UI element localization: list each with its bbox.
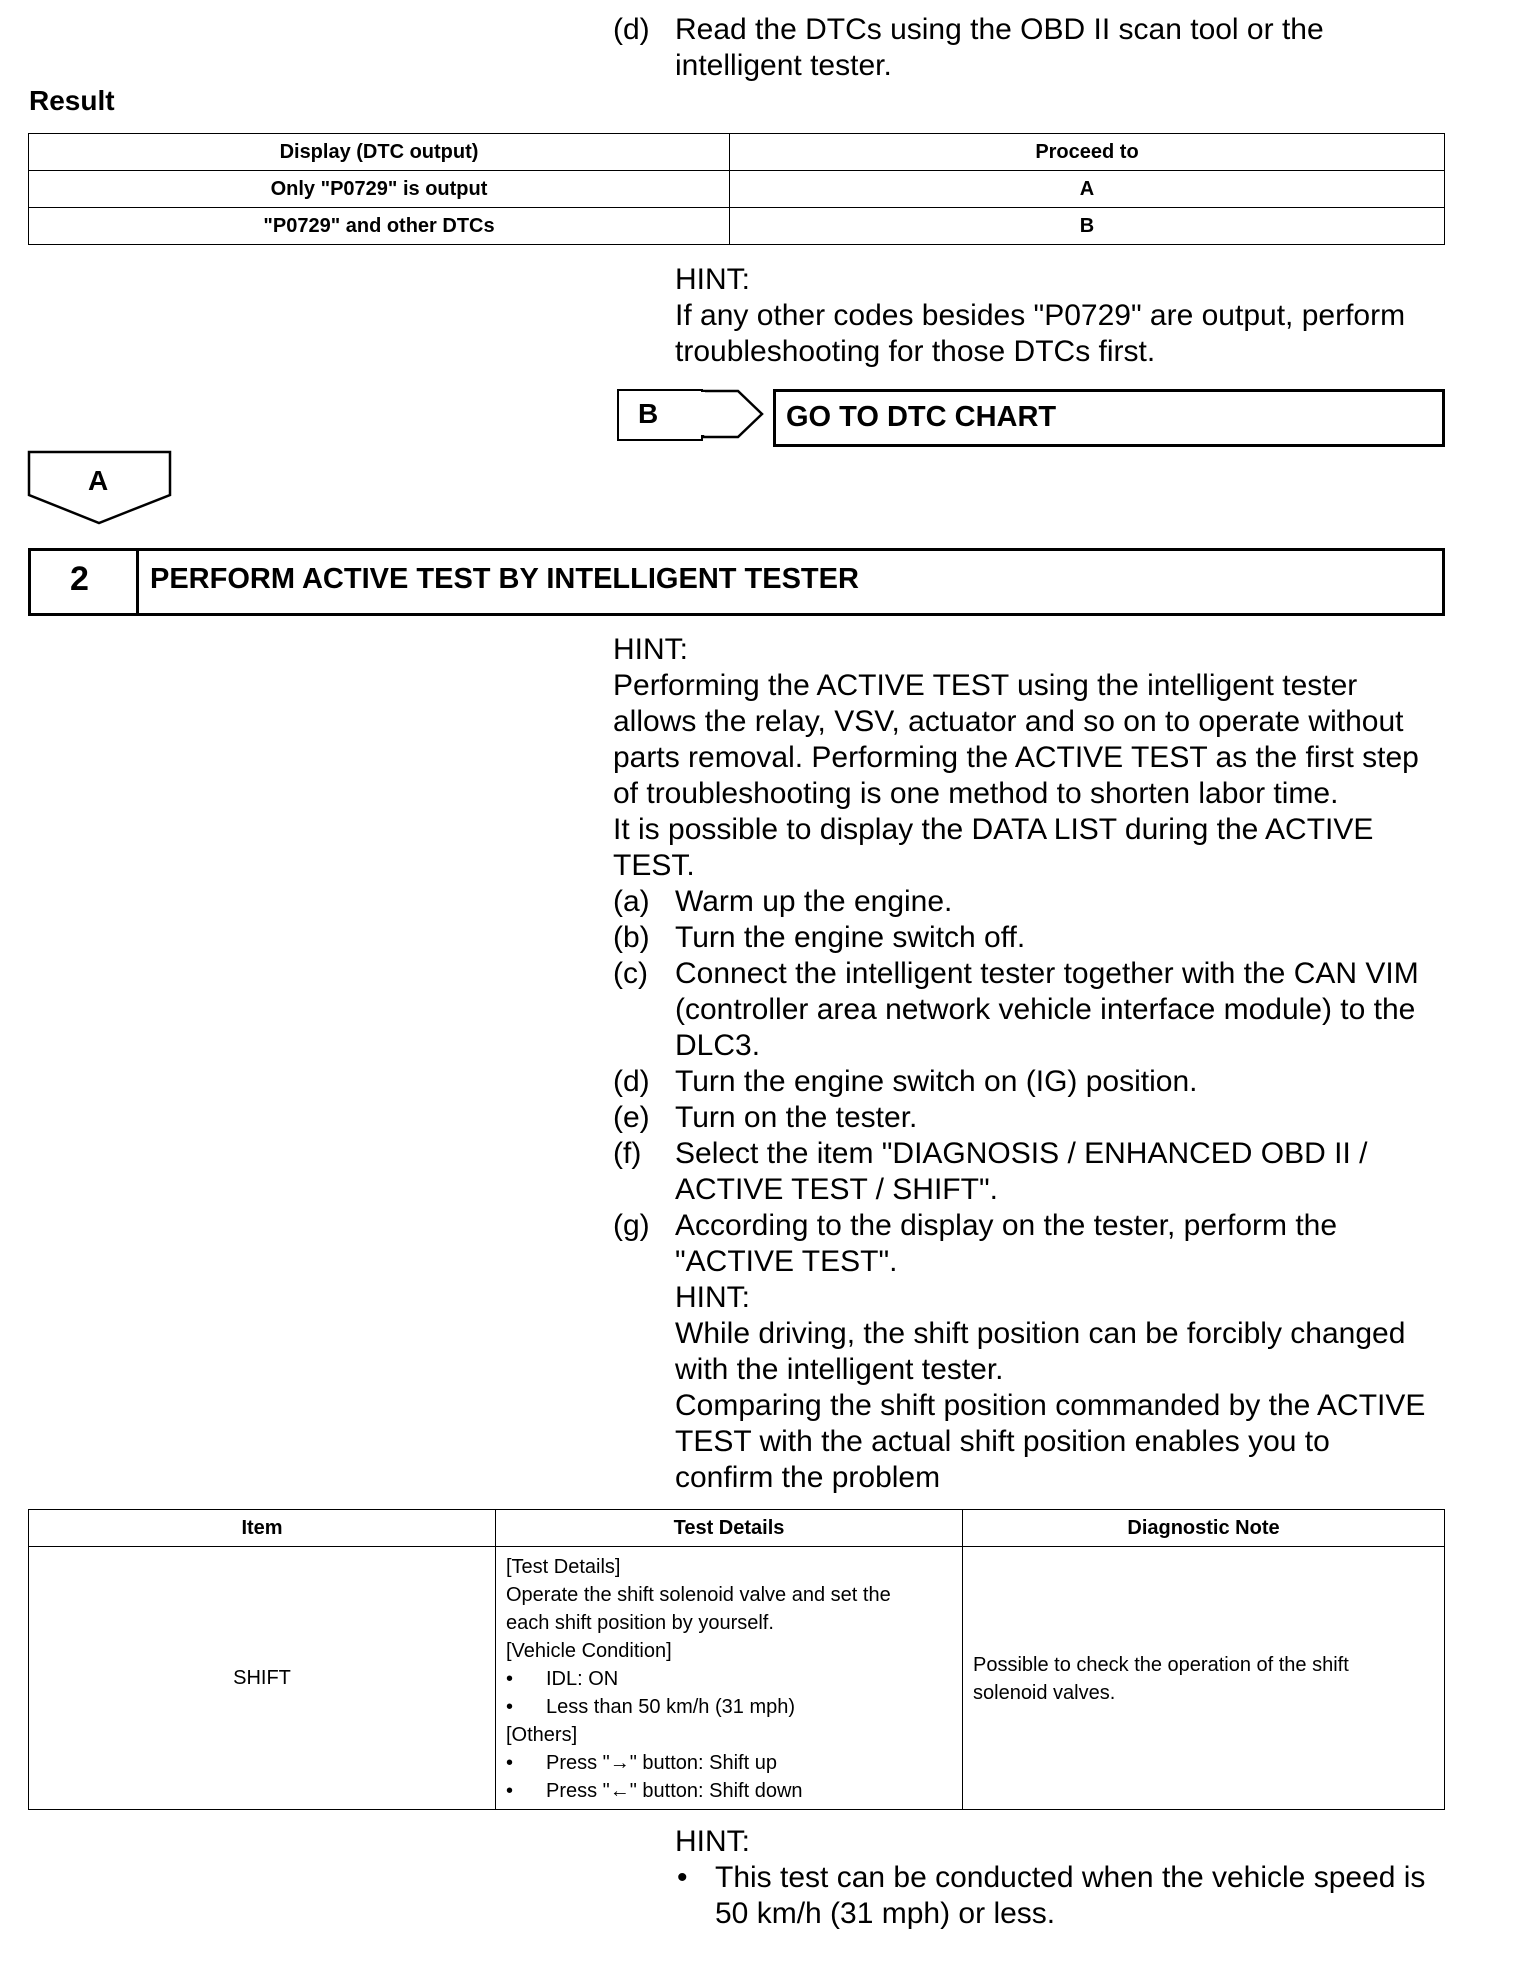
- step-text: (controller area network vehicle interface module) to the: [675, 993, 1416, 1026]
- section-divider: [136, 548, 139, 616]
- details-bullet-item: • Press "←" button: Shift down: [506, 1777, 952, 1805]
- step-text: DLC3.: [675, 1029, 761, 1062]
- details-line: [Test Details]: [506, 1556, 621, 1578]
- step-label: (c): [613, 957, 648, 990]
- step-label: (f): [613, 1137, 642, 1170]
- table-cell: "P0729" and other DTCs: [29, 208, 730, 245]
- table-cell-item: SHIFT: [29, 1547, 496, 1810]
- note-line: solenoid valves.: [973, 1682, 1116, 1704]
- step-label: (d): [613, 1065, 650, 1098]
- table-cell-note: [963, 1547, 1445, 1810]
- branch-arrow-icon: [684, 380, 779, 446]
- note-line: Possible to check the operation of the shift: [973, 1654, 1349, 1676]
- hint1-title: HINT:: [675, 263, 750, 296]
- step-text: While driving, the shift position can be forcibly changed: [675, 1317, 1406, 1350]
- table-header: Display (DTC output): [29, 134, 730, 171]
- step-label: (e): [613, 1101, 650, 1134]
- table-row: [29, 208, 1445, 245]
- step-label: (b): [613, 921, 650, 954]
- step-text: "ACTIVE TEST".: [675, 1245, 898, 1278]
- table-header: Item: [29, 1510, 496, 1547]
- bullet-icon: •: [677, 1861, 688, 1894]
- table-cell-details: [496, 1547, 963, 1810]
- step-text: Turn the engine switch off.: [675, 921, 1026, 954]
- table-row: [29, 171, 1445, 208]
- hint2-line: parts removal. Performing the ACTIVE TEST as the first step: [613, 741, 1419, 774]
- step-text: confirm the problem: [675, 1461, 941, 1494]
- step-text: HINT:: [675, 1281, 750, 1314]
- details-line: Operate the shift solenoid valve and set the: [506, 1584, 891, 1606]
- table-header-row: [29, 1510, 1445, 1547]
- hint2-line: allows the relay, VSV, actuator and so on to operate without: [613, 705, 1404, 738]
- goto-dtc-chart-label: GO TO DTC CHART: [786, 401, 1057, 433]
- hint2-line: It is possible to display the DATA LIST during the ACTIVE: [613, 813, 1374, 846]
- step-text: Comparing the shift position commanded by the ACTIVE: [675, 1389, 1426, 1422]
- result-table: [28, 133, 1445, 245]
- bullet-icon: •: [506, 1752, 514, 1774]
- result-heading: Result: [29, 85, 115, 116]
- bullet-icon: •: [506, 1696, 514, 1718]
- step-text: ACTIVE TEST / SHIFT".: [675, 1173, 998, 1206]
- bullet-icon: •: [506, 1780, 514, 1802]
- details-bullet-item: • Less than 50 km/h (31 mph): [506, 1693, 952, 1721]
- branch-a-label: A: [88, 465, 109, 496]
- hint2-line: TEST.: [613, 849, 695, 882]
- details-bullet-item: • IDL: ON: [506, 1665, 952, 1693]
- hint3-line-1: This test can be conducted when the vehicle speed is: [715, 1861, 1426, 1894]
- step-text: Turn the engine switch on (IG) position.: [675, 1065, 1198, 1098]
- step-text: with the intelligent tester.: [675, 1353, 1004, 1386]
- step-text: According to the display on the tester, perform the: [675, 1209, 1338, 1242]
- section-number: 2: [70, 560, 89, 598]
- hint3-title: HINT:: [675, 1825, 750, 1858]
- table-cell: A: [730, 171, 1445, 208]
- table-cell: B: [730, 208, 1445, 245]
- hint2-line: of troubleshooting is one method to shorten labor time.: [613, 777, 1339, 810]
- details-line: each shift position by yourself.: [506, 1612, 774, 1634]
- step-text: Connect the intelligent tester together with the CAN VIM: [675, 957, 1419, 990]
- step-text: Warm up the engine.: [675, 885, 953, 918]
- table-row: [29, 1547, 1445, 1810]
- top-step-label: (d): [613, 13, 650, 46]
- details-line: [Vehicle Condition]: [506, 1640, 672, 1662]
- hint2-title: HINT:: [613, 633, 688, 666]
- hint1-line-2: troubleshooting for those DTCs first.: [675, 335, 1156, 368]
- step-text: TEST with the actual shift position enables you to: [675, 1425, 1330, 1458]
- step-label: (g): [613, 1209, 650, 1242]
- details-line: [Others]: [506, 1724, 578, 1746]
- table-cell: Only "P0729" is output: [29, 171, 730, 208]
- table-header: Diagnostic Note: [963, 1510, 1445, 1547]
- table-header: Test Details: [496, 1510, 963, 1547]
- hint3-line-2: 50 km/h (31 mph) or less.: [715, 1897, 1056, 1930]
- section-title: PERFORM ACTIVE TEST BY INTELLIGENT TESTER: [150, 563, 859, 595]
- table-header-row: [29, 134, 1445, 171]
- top-step-text-2: intelligent tester.: [675, 49, 892, 82]
- details-bullet-item: • Press "→" button: Shift up: [506, 1749, 952, 1777]
- table-header: Proceed to: [730, 134, 1445, 171]
- branch-b-label: B: [638, 398, 659, 429]
- top-step-text-1: Read the DTCs using the OBD II scan tool or the: [675, 13, 1324, 46]
- step-text: Turn on the tester.: [675, 1101, 918, 1134]
- active-test-table: [28, 1509, 1445, 1810]
- hint1-line-1: If any other codes besides "P0729" are output, perform: [675, 299, 1406, 332]
- bullet-icon: •: [506, 1668, 514, 1690]
- hint2-line: Performing the ACTIVE TEST using the intelligent tester: [613, 669, 1358, 702]
- step-label: (a): [613, 885, 650, 918]
- step-text: Select the item "DIAGNOSIS / ENHANCED OBD II /: [675, 1137, 1368, 1170]
- goto-dtc-chart-box[interactable]: [773, 389, 1445, 447]
